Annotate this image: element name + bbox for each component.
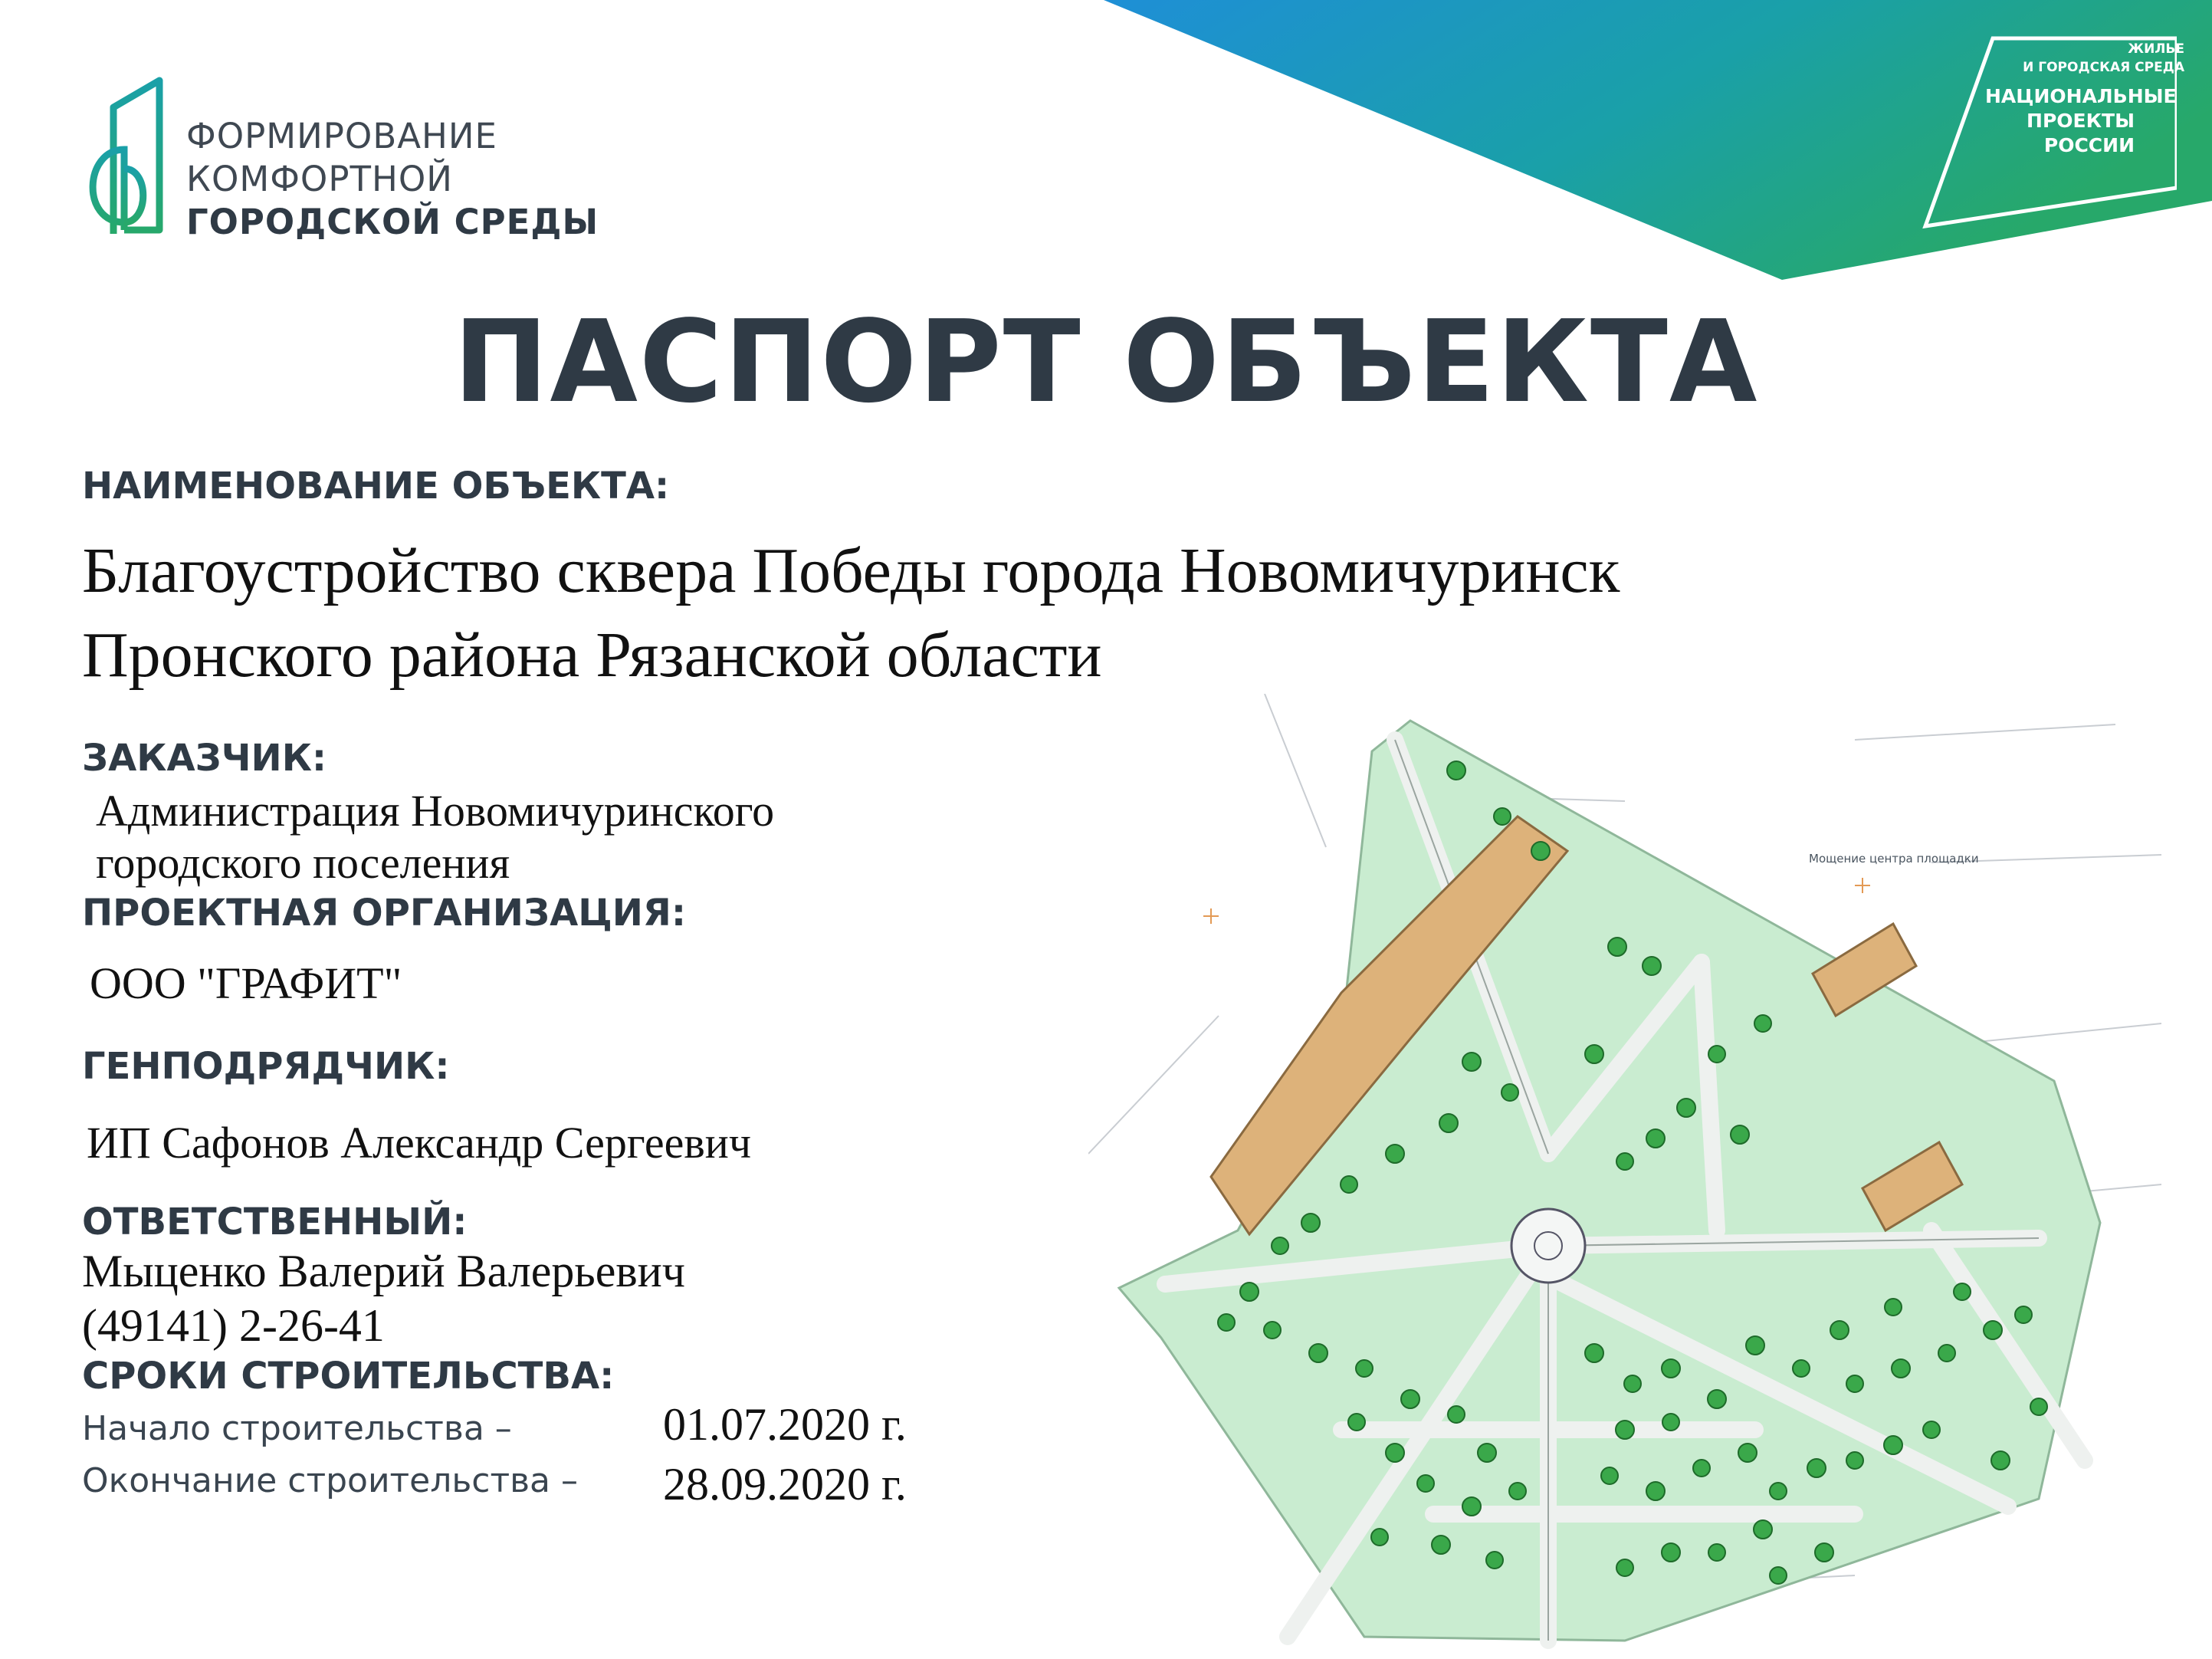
contractor-label: ГЕНПОДРЯДЧИК:: [82, 1045, 450, 1088]
design-org-label: ПРОЕКТНАЯ ОРГАНИЗАЦИЯ:: [82, 892, 687, 935]
logo-line-1: ФОРМИРОВАНИЕ: [186, 116, 497, 156]
start-label: Начало строительства –: [82, 1409, 512, 1448]
responsible-phone: (49141) 2-26-41: [82, 1300, 385, 1351]
comfortable-city-logo-text: [186, 115, 599, 244]
site-plan: [1088, 694, 2161, 1659]
national-projects-subtitle: ЖИЛЬЕ И ГОРОДСКАЯ СРЕДА: [2023, 41, 2184, 75]
responsible-name: Мыценко Валерий Валерьевич: [82, 1246, 685, 1296]
logo-line-2: КОМФОРТНОЙ: [186, 159, 453, 199]
end-label: Окончание строительства –: [82, 1461, 579, 1500]
plan-note: Мощение центра площадки: [1809, 852, 1979, 866]
design-org-value: ООО "ГРАФИТ": [90, 958, 402, 1008]
comfortable-city-logo-icon: [77, 77, 169, 245]
customer-label: ЗАКАЗЧИК:: [82, 737, 327, 780]
national-projects-title: НАЦИОНАЛЬНЫЕ ПРОЕКТЫ РОССИИ: [1985, 85, 2177, 156]
object-name-label: НАИМЕНОВАНИЕ ОБЪЕКТА:: [82, 465, 670, 508]
start-date: 01.07.2020 г.: [663, 1399, 907, 1450]
object-name-line-1: Благоустройство сквера Победы города Новомичуринск: [82, 535, 1620, 606]
end-date: 28.09.2020 г.: [663, 1459, 907, 1510]
logo-line-3: ГОРОДСКОЙ СРЕДЫ: [186, 202, 599, 242]
object-name-line-2: Пронского района Рязанской области: [82, 619, 1102, 691]
schedule-label: СРОКИ СТРОИТЕЛЬСТВА:: [82, 1355, 615, 1398]
page-title: ПАСПОРТ ОБЪЕКТА: [453, 296, 1759, 428]
customer-line-1: Администрация Новомичуринского: [96, 786, 775, 836]
responsible-label: ОТВЕТСТВЕННЫЙ:: [82, 1201, 468, 1243]
customer-line-2: городского поселения: [96, 838, 510, 888]
contractor-value: ИП Сафонов Александр Сергеевич: [87, 1118, 751, 1168]
